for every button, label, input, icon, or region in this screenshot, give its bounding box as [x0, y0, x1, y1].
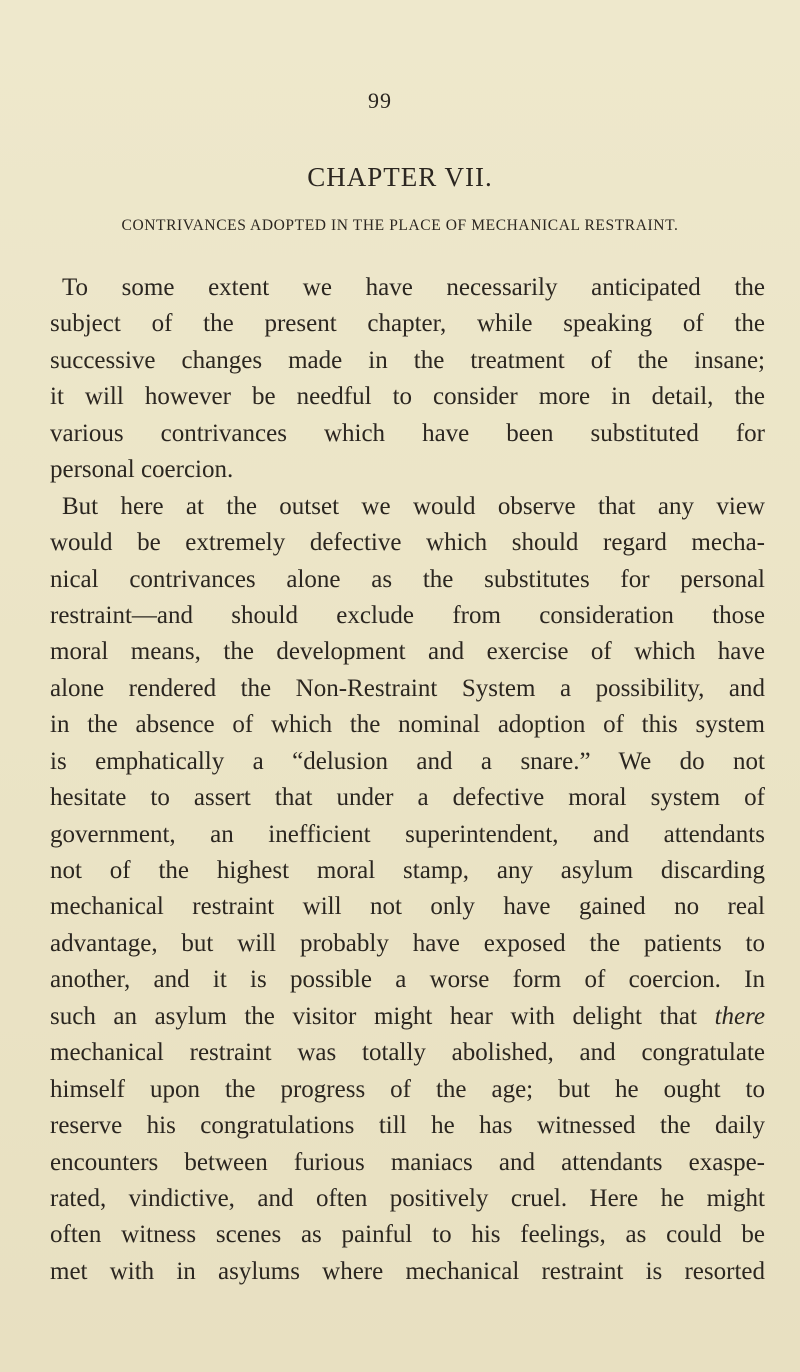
text-line: advantage, but will probably have exposed the patients to [50, 929, 765, 957]
text-line: it will however be needful to consider more in detail, the [50, 383, 765, 411]
text-line: himself upon the progress of the age; but he ought to [50, 1075, 765, 1103]
text-line: met with in asylums where mechanical restraint is resorted [50, 1257, 765, 1285]
page-number: 99 [368, 88, 392, 113]
text-line: successive changes made in the treatment of the insane; [50, 346, 765, 374]
text-line: mechanical restraint was totally abolished, and congratulate [50, 1039, 765, 1067]
text-line: reserve his congratulations till he has witnessed the daily [50, 1112, 765, 1140]
text-line: is emphatically a “delusion and a snare.” We do not [50, 747, 765, 775]
text-line: subject of the present chapter, while speaking of the [50, 310, 765, 338]
chapter-subtitle: CONTRIVANCES ADOPTED IN THE PLACE OF MECHANICAL RESTRAINT. [121, 217, 679, 234]
text-line: not of the highest moral stamp, any asylum discarding [50, 857, 765, 884]
text-line: government, an inefficient superintendent, and attendants [50, 820, 765, 848]
text-line: another, and it is possible a worse form of coercion. In [50, 966, 765, 994]
text-line: moral means, the development and exercise of which have [50, 638, 765, 666]
text-line: often witness scenes as painful to his feelings, as could be [50, 1221, 765, 1249]
text-line: various contrivances which have been substituted for [50, 419, 765, 447]
text-line: encounters between furious maniacs and attendants exaspe- [50, 1148, 765, 1176]
text-line: alone rendered the Non-Restraint System a possibility, and [50, 674, 765, 702]
body-text [50, 270, 765, 1290]
text-line: personal coercion. [50, 456, 234, 484]
text-line: hesitate to assert that under a defective moral system of [50, 784, 765, 812]
text-line: To some extent we have necessarily anticipated the [62, 274, 765, 301]
text-line: But here at the outset we would observe that any view [62, 492, 765, 520]
text-line: restraint—and should exclude from consideration those [50, 601, 765, 629]
text-segment: such an asylum the visitor might hear with delight that [50, 1002, 697, 1030]
text-line: in the absence of which the nominal adoption of this system [50, 711, 765, 739]
chapter-title: CHAPTER VII. [307, 162, 493, 192]
text-line: mechanical restraint will not only have gained no real [50, 893, 765, 921]
text-line-with-italic [50, 999, 765, 1035]
text-line: nical contrivances alone as the substitutes for personal [50, 565, 765, 593]
text-line: rated, vindictive, and often positively cruel. Here he might [50, 1184, 765, 1212]
text-line: would be extremely defective which should regard mecha- [50, 529, 765, 557]
italic-word: there [714, 1002, 766, 1030]
